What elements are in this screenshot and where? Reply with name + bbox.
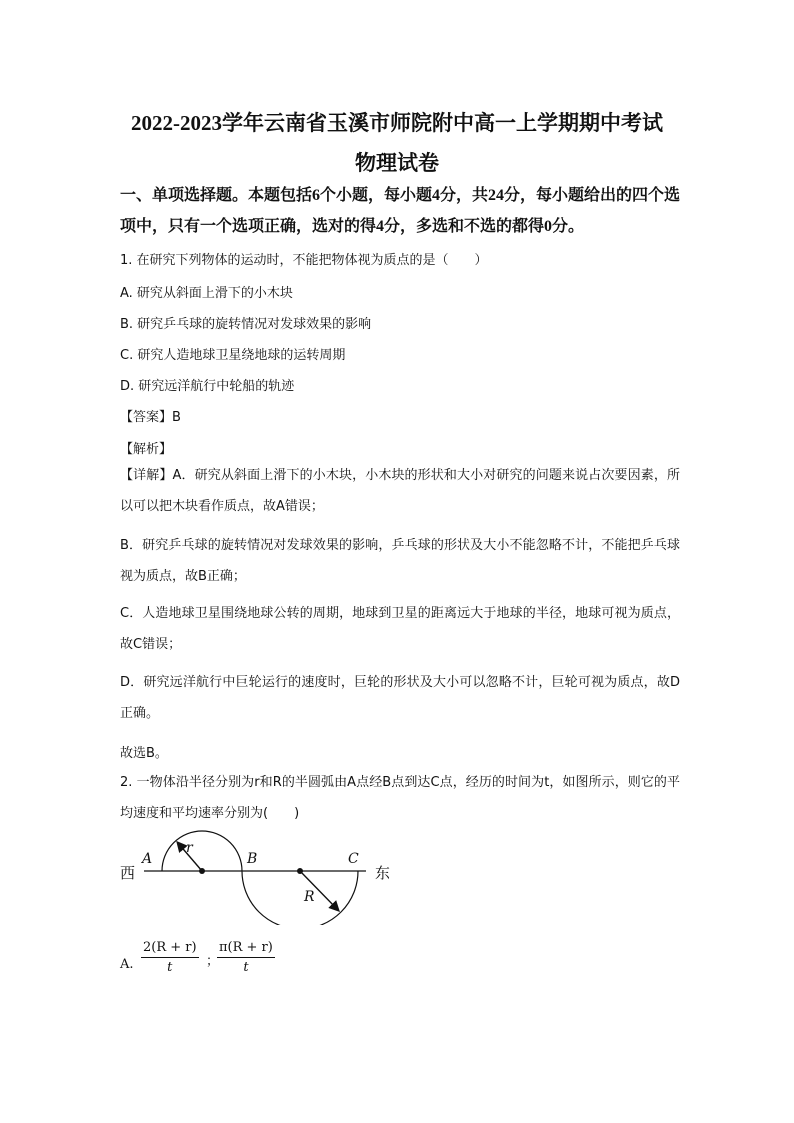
q2-option-a-separator: ； xyxy=(206,954,220,969)
q2-option-a-fraction-1 xyxy=(141,940,199,975)
q1-detail-c: C．人造地球卫星围绕地球公转的周期，地球到卫星的距离远大于地球的半径，地球可视为质点，故C错误； xyxy=(120,606,680,652)
q1-option-a: A. 研究从斜面上滑下的小木块 xyxy=(120,286,293,301)
large-semicircle xyxy=(242,871,358,925)
q1-detail-d: D．研究远洋航行中巨轮运行的速度时，巨轮的形状及大小可以忽略不计，巨轮可视为质点，故D正确。 xyxy=(120,675,680,721)
fraction-1-denominator: t xyxy=(167,960,173,975)
semicircle-path-diagram xyxy=(140,825,370,925)
exam-title: 2022-2023学年云南省玉溪市师院附中高一上学期期中考试 xyxy=(131,111,663,135)
q1-conclusion: 故选B。 xyxy=(120,746,168,761)
q1-answer: 【答案】B xyxy=(120,410,181,425)
q1-option-b: B. 研究乒乓球的旋转情况对发球效果的影响 xyxy=(120,317,372,332)
point-a-label: A xyxy=(142,851,153,867)
q2-stem: 2. 一物体沿半径分别为r和R的半圆弧由A点经B点到达C点，经历的时间为t，如图所示，则它的平均速度和平均速率分别为( ) xyxy=(120,775,680,821)
large-radius-label: R xyxy=(304,889,315,905)
fraction-2-denominator: t xyxy=(243,960,249,975)
fraction-2-numerator: π(R + r) xyxy=(217,940,275,958)
west-label: 西 xyxy=(120,864,136,882)
small-semicircle xyxy=(162,831,242,871)
point-c-label: C xyxy=(348,851,359,867)
east-label: 东 xyxy=(375,864,391,882)
small-radius-label: r xyxy=(186,840,193,856)
exam-subject: 物理试卷 xyxy=(355,151,439,175)
q1-detail-a: 【详解】A．研究从斜面上滑下的小木块，小木块的形状和大小对研究的问题来说占次要因素，所以可以把木块看作质点，故A错误； xyxy=(120,468,680,514)
q1-option-c: C. 研究人造地球卫星绕地球的运转周期 xyxy=(120,348,346,363)
q1-option-d: D. 研究远洋航行中轮船的轨迹 xyxy=(120,379,295,394)
q1-stem: 1. 在研究下列物体的运动时，不能把物体视为质点的是（ ） xyxy=(120,253,488,268)
q1-detail-b: B．研究乒乓球的旋转情况对发球效果的影响，乒乓球的形状及大小不能忽略不计，不能把乒乓球视为质点，故B正确； xyxy=(120,538,680,584)
point-b-label: B xyxy=(247,851,258,867)
q2-option-a-label: A. xyxy=(120,957,134,972)
q1-analysis-heading: 【解析】 xyxy=(120,442,173,457)
fraction-1-numerator: 2(R + r) xyxy=(141,940,199,958)
section-heading: 一、单项选择题。本题包括6个小题，每小题4分，共24分，每小题给出的四个选项中，只有一个选项正确，选对的得4分，多选和不选的都得0分。 xyxy=(120,187,681,235)
q2-option-a-fraction-2 xyxy=(217,940,275,975)
